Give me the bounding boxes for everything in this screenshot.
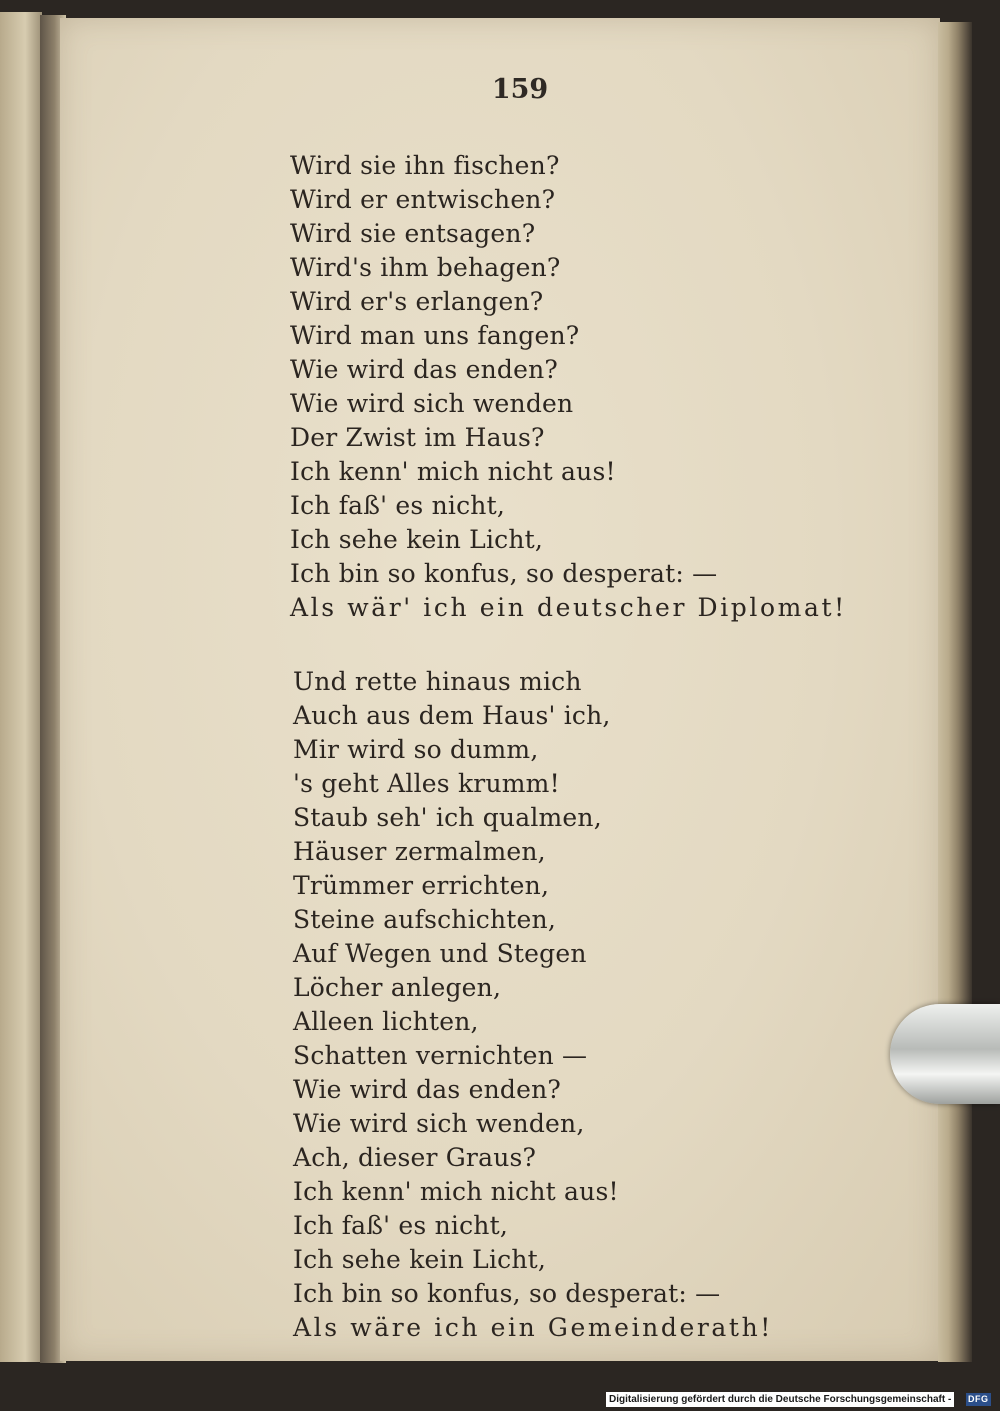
verse-line: Ich sehe kein Licht, (290, 525, 544, 554)
verse-line: Ich kenn' mich nicht aus! (290, 457, 616, 486)
verse-line: Ich faß' es nicht, (293, 1211, 508, 1240)
verse-line-emphasis: Als wäre ich ein Gemeinderath! (293, 1313, 773, 1342)
page-clip (890, 1004, 1000, 1104)
digitization-credit: Digitalisierung gefördert durch die Deutsche Forschungsgemeinschaft - (606, 1392, 954, 1407)
page-stack-edge (938, 22, 972, 1362)
verse-line: Ich bin so konfus, so desperat: — (293, 1279, 721, 1308)
verse-line: Schatten vernichten — (293, 1041, 588, 1070)
verse-line: Wie wird das enden? (290, 355, 558, 384)
verse-line: Wird er's erlangen? (290, 287, 544, 316)
previous-page-edge (0, 12, 42, 1362)
verse-line: Wird's ihm behagen? (290, 253, 561, 282)
verse-line: Staub seh' ich qualmen, (293, 803, 602, 832)
verse-line: Ich faß' es nicht, (290, 491, 505, 520)
verse-line: Auf Wegen und Stegen (293, 939, 587, 968)
dfg-logo: DFG (968, 1394, 989, 1404)
verse-line: Ich kenn' mich nicht aus! (293, 1177, 619, 1206)
verse-line: Mir wird so dumm, (293, 735, 539, 764)
verse-line: Wird man uns fangen? (290, 321, 580, 350)
verse-line: Auch aus dem Haus' ich, (293, 701, 611, 730)
page-number: 159 (491, 74, 549, 105)
verse-line: Steine aufschichten, (293, 905, 556, 934)
stanza-2 (293, 665, 773, 1345)
stanza-1 (290, 149, 847, 625)
verse-line: 's geht Alles krumm! (293, 769, 560, 798)
verse-line: Wie wird sich wenden (290, 389, 574, 418)
verse-line: Wie wird sich wenden, (293, 1109, 585, 1138)
verse-line: Wie wird das enden? (293, 1075, 561, 1104)
verse-line: Trümmer errichten, (293, 871, 550, 900)
verse-line-emphasis: Als wär' ich ein deutscher Diplomat! (290, 593, 847, 622)
verse-line: Ich sehe kein Licht, (293, 1245, 547, 1274)
verse-line: Ach, dieser Graus? (293, 1143, 537, 1172)
verse-line: Löcher anlegen, (293, 973, 502, 1002)
verse-line: Der Zwist im Haus? (290, 423, 545, 452)
verse-line: Und rette hinaus mich (293, 667, 582, 696)
verse-line: Wird sie entsagen? (290, 219, 536, 248)
verse-line: Wird er entwischen? (290, 185, 556, 214)
verse-line: Wird sie ihn fischen? (290, 151, 560, 180)
verse-line: Alleen lichten, (293, 1007, 479, 1036)
verse-line: Ich bin so konfus, so desperat: — (290, 559, 718, 588)
verse-line: Häuser zermalmen, (293, 837, 546, 866)
